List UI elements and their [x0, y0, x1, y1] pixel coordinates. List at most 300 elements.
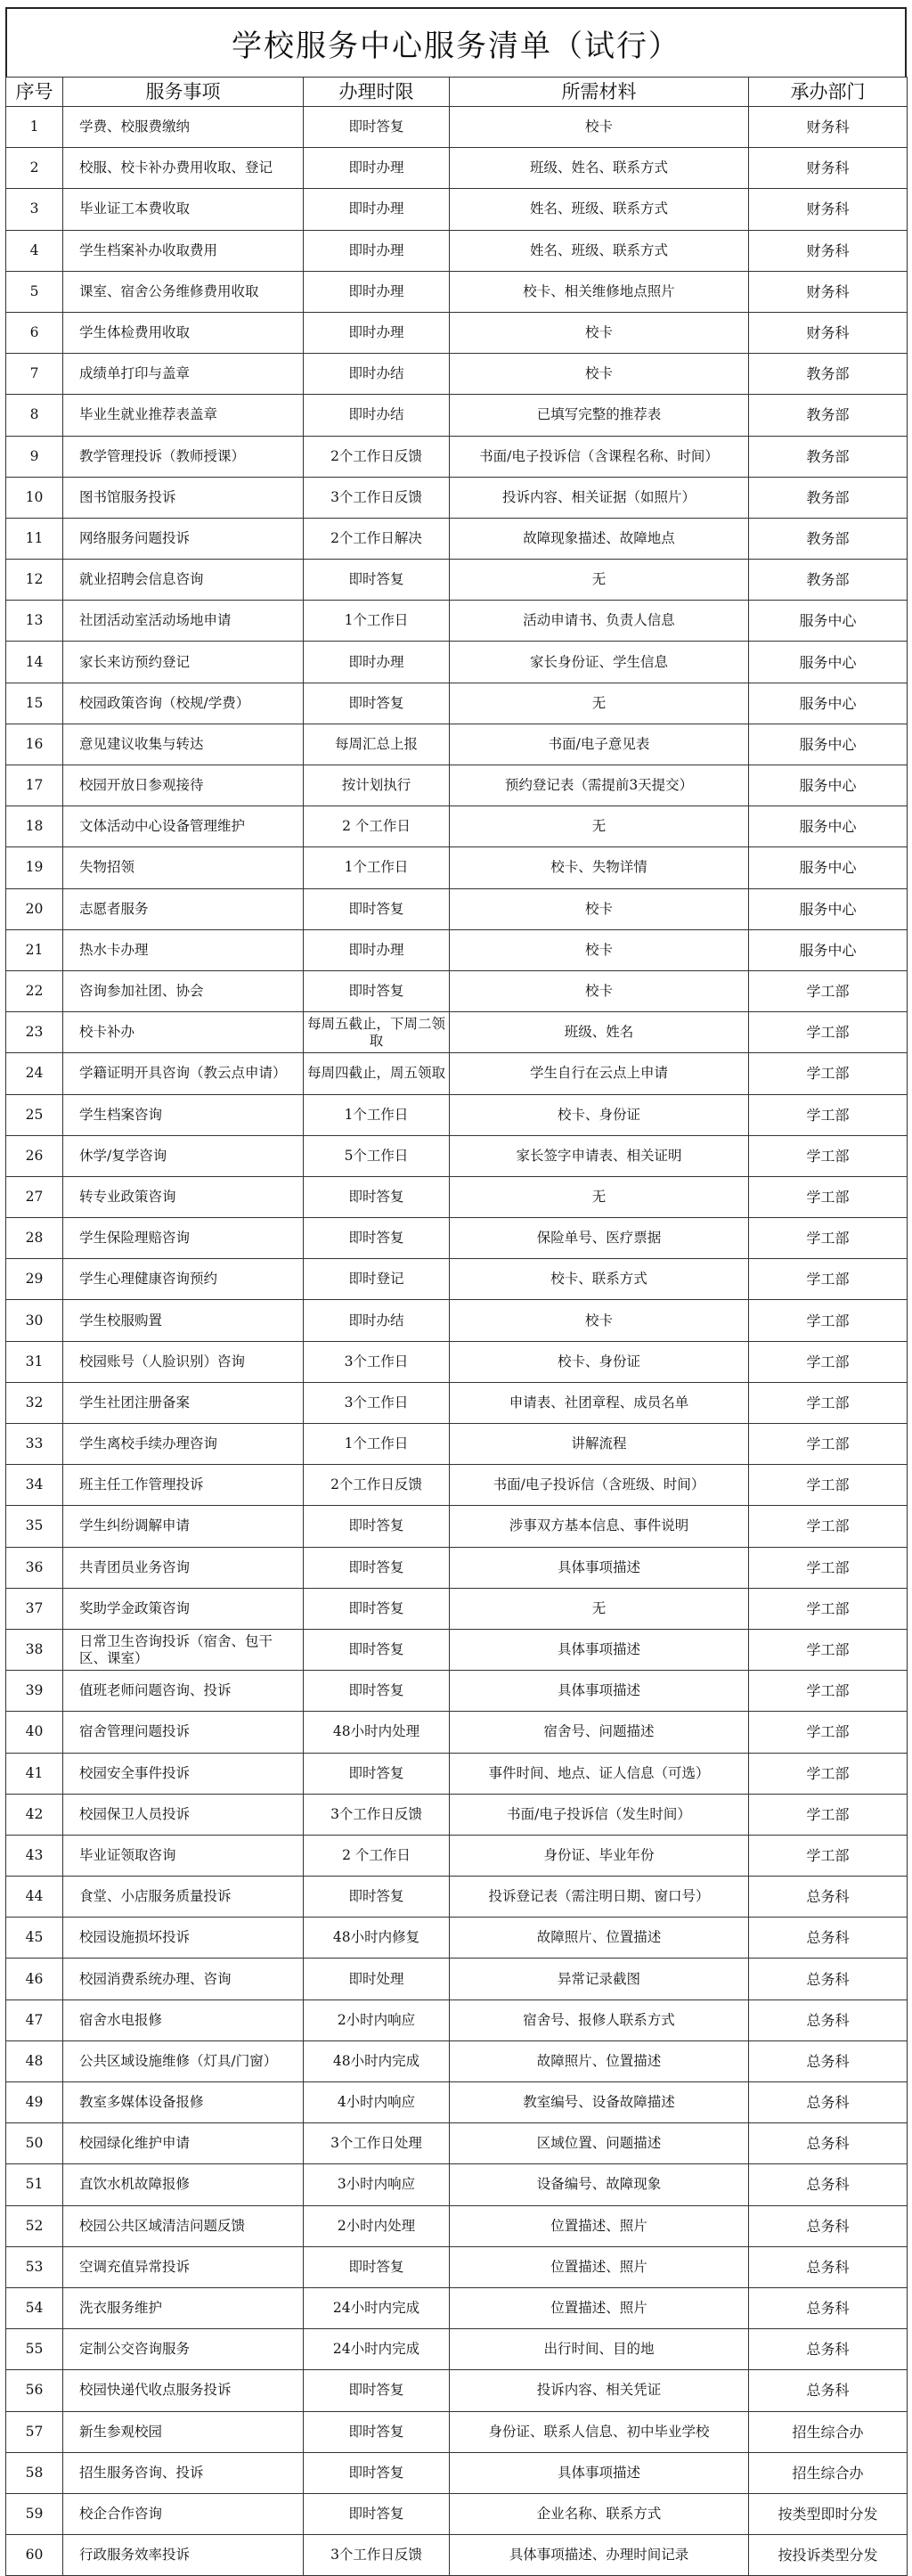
- service-item: 家长来访预约登记: [63, 642, 304, 683]
- department: 招生综合办: [749, 2452, 908, 2493]
- row-index: 55: [6, 2329, 63, 2370]
- required-materials: 区域位置、问题描述: [450, 2123, 749, 2164]
- service-item: 学生档案补办收取费用: [63, 230, 304, 271]
- table-row: [6, 2123, 908, 2164]
- row-index: 7: [6, 354, 63, 395]
- department: 学工部: [749, 1753, 908, 1794]
- service-item: 行政服务效率投诉: [63, 2535, 304, 2576]
- table-row: [6, 1671, 908, 1712]
- service-item: 学籍证明开具咨询（教云点申请）: [63, 1053, 304, 1094]
- required-materials: 校卡、失物详情: [450, 847, 749, 888]
- time-limit: 3个工作日反馈: [304, 2535, 450, 2576]
- time-limit: 即时答复: [304, 2370, 450, 2411]
- row-index: 24: [6, 1053, 63, 1094]
- required-materials: 位置描述、照片: [450, 2205, 749, 2246]
- row-index: 8: [6, 395, 63, 436]
- row-index: 54: [6, 2287, 63, 2328]
- row-index: 57: [6, 2411, 63, 2452]
- department: 招生综合办: [749, 2411, 908, 2452]
- row-index: 35: [6, 1506, 63, 1547]
- time-limit: 即时办理: [304, 271, 450, 312]
- required-materials: 身份证、毕业年份: [450, 1835, 749, 1876]
- required-materials: 班级、姓名: [450, 1012, 749, 1053]
- time-limit: 即时办结: [304, 1300, 450, 1341]
- required-materials: 涉事双方基本信息、事件说明: [450, 1506, 749, 1547]
- service-item: 校园保卫人员投诉: [63, 1794, 304, 1835]
- department: 总务科: [749, 2040, 908, 2081]
- department: 总务科: [749, 2246, 908, 2287]
- service-item: 宿舍管理问题投诉: [63, 1712, 304, 1753]
- time-limit: 即时答复: [304, 2452, 450, 2493]
- department: 总务科: [749, 2287, 908, 2328]
- department: 按类型即时分发: [749, 2493, 908, 2534]
- row-index: 37: [6, 1588, 63, 1629]
- service-item: 毕业生就业推荐表盖章: [63, 395, 304, 436]
- time-limit: 48小时内处理: [304, 1712, 450, 1753]
- time-limit: 每周汇总上报: [304, 724, 450, 765]
- time-limit: 1个工作日: [304, 601, 450, 642]
- time-limit: 即时答复: [304, 1671, 450, 1712]
- title-bar: [5, 7, 907, 77]
- row-index: 41: [6, 1753, 63, 1794]
- row-index: 21: [6, 929, 63, 970]
- required-materials: 位置描述、照片: [450, 2246, 749, 2287]
- department: 教务部: [749, 436, 908, 477]
- row-index: 33: [6, 1424, 63, 1465]
- table-row: [6, 2040, 908, 2081]
- required-materials: 申请表、社团章程、成员名单: [450, 1382, 749, 1423]
- required-materials: 班级、姓名、联系方式: [450, 148, 749, 189]
- time-limit: 3个工作日: [304, 1382, 450, 1423]
- required-materials: 宿舍号、问题描述: [450, 1712, 749, 1753]
- time-limit: 2个工作日解决: [304, 518, 450, 559]
- row-index: 25: [6, 1094, 63, 1135]
- department: 服务中心: [749, 683, 908, 724]
- service-item: 校企合作咨询: [63, 2493, 304, 2534]
- table-row: [6, 1712, 908, 1753]
- table-row: [6, 1341, 908, 1382]
- table-row: [6, 1012, 908, 1053]
- table-row: [6, 107, 908, 148]
- row-index: 1: [6, 107, 63, 148]
- department: 学工部: [749, 1671, 908, 1712]
- table-row: [6, 1218, 908, 1259]
- table-row: [6, 2082, 908, 2123]
- time-limit: 即时答复: [304, 2411, 450, 2452]
- row-index: 30: [6, 1300, 63, 1341]
- required-materials: 故障照片、位置描述: [450, 1918, 749, 1959]
- table-row: [6, 477, 908, 518]
- required-materials: 具体事项描述: [450, 1671, 749, 1712]
- table-row: [6, 2164, 908, 2205]
- time-limit: 24小时内完成: [304, 2329, 450, 2370]
- service-item: 校服、校卡补办费用收取、登记: [63, 148, 304, 189]
- table-row: [6, 2246, 908, 2287]
- service-item: 奖助学金政策咨询: [63, 1588, 304, 1629]
- row-index: 36: [6, 1547, 63, 1588]
- row-index: 14: [6, 642, 63, 683]
- required-materials: 校卡: [450, 354, 749, 395]
- table-row: [6, 2493, 908, 2534]
- time-limit: 2 个工作日: [304, 1835, 450, 1876]
- table-row: [6, 1259, 908, 1300]
- service-item: 教学管理投诉（教师授课）: [63, 436, 304, 477]
- required-materials: 无: [450, 1176, 749, 1217]
- table-row: [6, 1053, 908, 1094]
- row-index: 51: [6, 2164, 63, 2205]
- service-item: 学生体检费用收取: [63, 312, 304, 353]
- time-limit: 即时答复: [304, 683, 450, 724]
- department: 总务科: [749, 1877, 908, 1918]
- service-item: 志愿者服务: [63, 888, 304, 929]
- row-index: 40: [6, 1712, 63, 1753]
- row-index: 9: [6, 436, 63, 477]
- department: 总务科: [749, 2164, 908, 2205]
- department: 教务部: [749, 518, 908, 559]
- required-materials: 无: [450, 1588, 749, 1629]
- time-limit: 2小时内响应: [304, 1999, 450, 2040]
- department: 按投诉类型分发: [749, 2535, 908, 2576]
- service-item: 共青团员业务咨询: [63, 1547, 304, 1588]
- row-index: 16: [6, 724, 63, 765]
- row-index: 5: [6, 271, 63, 312]
- header-department: 承办部门: [749, 78, 908, 107]
- service-item: 文体活动中心设备管理维护: [63, 806, 304, 847]
- time-limit: 即时答复: [304, 1753, 450, 1794]
- service-item: 公共区域设施维修（灯具/门窗）: [63, 2040, 304, 2081]
- required-materials: 具体事项描述: [450, 1547, 749, 1588]
- required-materials: 书面/电子投诉信（含班级、时间）: [450, 1465, 749, 1506]
- service-item: 学生心理健康咨询预约: [63, 1259, 304, 1300]
- required-materials: 书面/电子意见表: [450, 724, 749, 765]
- required-materials: 校卡、身份证: [450, 1341, 749, 1382]
- row-index: 31: [6, 1341, 63, 1382]
- time-limit: 即时答复: [304, 888, 450, 929]
- time-limit: 即时办理: [304, 189, 450, 230]
- required-materials: 设备编号、故障现象: [450, 2164, 749, 2205]
- required-materials: 投诉内容、相关证据（如照片）: [450, 477, 749, 518]
- department: 服务中心: [749, 642, 908, 683]
- table-row: [6, 1094, 908, 1135]
- time-limit: 48小时内完成: [304, 2040, 450, 2081]
- row-index: 39: [6, 1671, 63, 1712]
- required-materials: 活动申请书、负责人信息: [450, 601, 749, 642]
- service-item: 成绩单打印与盖章: [63, 354, 304, 395]
- time-limit: 即时办理: [304, 230, 450, 271]
- table-row: [6, 1135, 908, 1176]
- required-materials: 校卡: [450, 312, 749, 353]
- service-item: 定制公交咨询服务: [63, 2329, 304, 2370]
- row-index: 4: [6, 230, 63, 271]
- service-item: 网络服务问题投诉: [63, 518, 304, 559]
- required-materials: 故障现象描述、故障地点: [450, 518, 749, 559]
- row-index: 38: [6, 1629, 63, 1670]
- time-limit: 4小时内响应: [304, 2082, 450, 2123]
- service-item: 校园账号（人脸识别）咨询: [63, 1341, 304, 1382]
- department: 服务中心: [749, 888, 908, 929]
- required-materials: 出行时间、目的地: [450, 2329, 749, 2370]
- department: 学工部: [749, 1300, 908, 1341]
- time-limit: 即时办结: [304, 354, 450, 395]
- table-row: [6, 189, 908, 230]
- row-index: 19: [6, 847, 63, 888]
- department: 服务中心: [749, 929, 908, 970]
- service-item: 校园快递代收点服务投诉: [63, 2370, 304, 2411]
- table-row: [6, 1588, 908, 1629]
- table-row: [6, 1918, 908, 1959]
- header-time-limit: 办理时限: [304, 78, 450, 107]
- required-materials: 校卡: [450, 888, 749, 929]
- department: 学工部: [749, 1588, 908, 1629]
- row-index: 50: [6, 2123, 63, 2164]
- service-item: 值班老师问题咨询、投诉: [63, 1671, 304, 1712]
- department: 学工部: [749, 1176, 908, 1217]
- time-limit: 每周四截止，周五领取: [304, 1053, 450, 1094]
- time-limit: 即时办结: [304, 395, 450, 436]
- required-materials: 具体事项描述: [450, 1629, 749, 1670]
- department: 学工部: [749, 1465, 908, 1506]
- row-index: 6: [6, 312, 63, 353]
- row-index: 43: [6, 1835, 63, 1876]
- time-limit: 即时答复: [304, 1877, 450, 1918]
- row-index: 44: [6, 1877, 63, 1918]
- required-materials: 已填写完整的推荐表: [450, 395, 749, 436]
- time-limit: 1个工作日: [304, 847, 450, 888]
- table-row: [6, 642, 908, 683]
- time-limit: 即时登记: [304, 1259, 450, 1300]
- table-row: [6, 1176, 908, 1217]
- table-row: [6, 683, 908, 724]
- required-materials: 无: [450, 683, 749, 724]
- required-materials: 投诉登记表（需注明日期、窗口号）: [450, 1877, 749, 1918]
- department: 服务中心: [749, 724, 908, 765]
- department: 总务科: [749, 1959, 908, 1999]
- service-item: 教室多媒体设备报修: [63, 2082, 304, 2123]
- department: 服务中心: [749, 847, 908, 888]
- table-row: [6, 395, 908, 436]
- department: 财务科: [749, 312, 908, 353]
- time-limit: 48小时内修复: [304, 1918, 450, 1959]
- service-item: 校卡补办: [63, 1012, 304, 1053]
- table-row: [6, 1794, 908, 1835]
- required-materials: 身份证、联系人信息、初中毕业学校: [450, 2411, 749, 2452]
- department: 学工部: [749, 1094, 908, 1135]
- time-limit: 1个工作日: [304, 1094, 450, 1135]
- required-materials: 书面/电子投诉信（含课程名称、时间）: [450, 436, 749, 477]
- row-index: 28: [6, 1218, 63, 1259]
- required-materials: 无: [450, 806, 749, 847]
- header-service-item: 服务事项: [63, 78, 304, 107]
- required-materials: 宿舍号、报修人联系方式: [450, 1999, 749, 2040]
- row-index: 11: [6, 518, 63, 559]
- time-limit: 按计划执行: [304, 765, 450, 806]
- table-row: [6, 2329, 908, 2370]
- table-row: [6, 1999, 908, 2040]
- time-limit: 即时答复: [304, 1506, 450, 1547]
- table-row: [6, 2535, 908, 2576]
- service-table: [5, 77, 908, 2576]
- service-item: 课室、宿舍公务维修费用收取: [63, 271, 304, 312]
- time-limit: 3个工作日反馈: [304, 477, 450, 518]
- required-materials: 投诉内容、相关凭证: [450, 2370, 749, 2411]
- required-materials: 学生自行在云点上申请: [450, 1053, 749, 1094]
- department: 总务科: [749, 2205, 908, 2246]
- service-item: 休学/复学咨询: [63, 1135, 304, 1176]
- time-limit: 3个工作日处理: [304, 2123, 450, 2164]
- service-item: 毕业证工本费收取: [63, 189, 304, 230]
- table-row: [6, 929, 908, 970]
- department: 总务科: [749, 1999, 908, 2040]
- row-index: 53: [6, 2246, 63, 2287]
- row-index: 13: [6, 601, 63, 642]
- time-limit: 即时答复: [304, 107, 450, 148]
- row-index: 23: [6, 1012, 63, 1053]
- time-limit: 即时答复: [304, 1218, 450, 1259]
- required-materials: 保险单号、医疗票据: [450, 1218, 749, 1259]
- required-materials: 姓名、班级、联系方式: [450, 189, 749, 230]
- required-materials: 校卡: [450, 1300, 749, 1341]
- department: 学工部: [749, 1794, 908, 1835]
- table-row: [6, 312, 908, 353]
- required-materials: 企业名称、联系方式: [450, 2493, 749, 2534]
- row-index: 58: [6, 2452, 63, 2493]
- time-limit: 2个工作日反馈: [304, 1465, 450, 1506]
- required-materials: 校卡、身份证: [450, 1094, 749, 1135]
- department: 财务科: [749, 230, 908, 271]
- service-item: 空调充值异常投诉: [63, 2246, 304, 2287]
- time-limit: 即时答复: [304, 1629, 450, 1670]
- required-materials: 校卡: [450, 107, 749, 148]
- time-limit: 即时办理: [304, 148, 450, 189]
- time-limit: 即时答复: [304, 2493, 450, 2534]
- table-header: [6, 78, 908, 107]
- time-limit: 即时办理: [304, 312, 450, 353]
- department: 财务科: [749, 148, 908, 189]
- row-index: 15: [6, 683, 63, 724]
- service-item: 咨询参加社团、协会: [63, 970, 304, 1011]
- table-row: [6, 1424, 908, 1465]
- department: 学工部: [749, 1382, 908, 1423]
- service-item: 社团活动室活动场地申请: [63, 601, 304, 642]
- time-limit: 1个工作日: [304, 1424, 450, 1465]
- department: 学工部: [749, 1135, 908, 1176]
- row-index: 29: [6, 1259, 63, 1300]
- service-item: 班主任工作管理投诉: [63, 1465, 304, 1506]
- required-materials: 家长身份证、学生信息: [450, 642, 749, 683]
- department: 学工部: [749, 1629, 908, 1670]
- service-item: 宿舍水电报修: [63, 1999, 304, 2040]
- time-limit: 2个工作日反馈: [304, 436, 450, 477]
- department: 学工部: [749, 1012, 908, 1053]
- required-materials: 故障照片、位置描述: [450, 2040, 749, 2081]
- department: 学工部: [749, 1547, 908, 1588]
- table-row: [6, 1300, 908, 1341]
- required-materials: 姓名、班级、联系方式: [450, 230, 749, 271]
- service-item: 失物招领: [63, 847, 304, 888]
- table-row: [6, 1547, 908, 1588]
- time-limit: 3个工作日: [304, 1341, 450, 1382]
- row-index: 27: [6, 1176, 63, 1217]
- department: 教务部: [749, 395, 908, 436]
- required-materials: 校卡: [450, 929, 749, 970]
- row-index: 17: [6, 765, 63, 806]
- service-item: 洗衣服务维护: [63, 2287, 304, 2328]
- time-limit: 即时答复: [304, 1588, 450, 1629]
- table-row: [6, 2452, 908, 2493]
- time-limit: 3个工作日反馈: [304, 1794, 450, 1835]
- time-limit: 24小时内完成: [304, 2287, 450, 2328]
- time-limit: 3小时内响应: [304, 2164, 450, 2205]
- required-materials: 讲解流程: [450, 1424, 749, 1465]
- row-index: 42: [6, 1794, 63, 1835]
- service-item: 学生离校手续办理咨询: [63, 1424, 304, 1465]
- required-materials: 书面/电子投诉信（发生时间）: [450, 1794, 749, 1835]
- required-materials: 教室编号、设备故障描述: [450, 2082, 749, 2123]
- table-row: [6, 2370, 908, 2411]
- department: 教务部: [749, 477, 908, 518]
- department: 总务科: [749, 2370, 908, 2411]
- required-materials: 具体事项描述、办理时间记录: [450, 2535, 749, 2576]
- department: 服务中心: [749, 601, 908, 642]
- row-index: 34: [6, 1465, 63, 1506]
- required-materials: 预约登记表（需提前3天提交）: [450, 765, 749, 806]
- service-item: 招生服务咨询、投诉: [63, 2452, 304, 2493]
- department: 学工部: [749, 970, 908, 1011]
- service-item: 校园设施损坏投诉: [63, 1918, 304, 1959]
- table-row: [6, 724, 908, 765]
- row-index: 59: [6, 2493, 63, 2534]
- table-body: [6, 107, 908, 2576]
- row-index: 3: [6, 189, 63, 230]
- table-row: [6, 271, 908, 312]
- department: 总务科: [749, 1918, 908, 1959]
- service-item: 热水卡办理: [63, 929, 304, 970]
- table-row: [6, 806, 908, 847]
- service-item: 直饮水机故障报修: [63, 2164, 304, 2205]
- row-index: 22: [6, 970, 63, 1011]
- time-limit: 即时办理: [304, 929, 450, 970]
- department: 服务中心: [749, 765, 908, 806]
- service-item: 转专业政策咨询: [63, 1176, 304, 1217]
- service-item: 图书馆服务投诉: [63, 477, 304, 518]
- required-materials: 具体事项描述: [450, 2452, 749, 2493]
- service-item: 校园政策咨询（校规/学费）: [63, 683, 304, 724]
- row-index: 56: [6, 2370, 63, 2411]
- table-row: [6, 560, 908, 601]
- table-row: [6, 1753, 908, 1794]
- department: 总务科: [749, 2123, 908, 2164]
- department: 总务科: [749, 2082, 908, 2123]
- table-row: [6, 888, 908, 929]
- table-row: [6, 2205, 908, 2246]
- row-index: 12: [6, 560, 63, 601]
- time-limit: 即时答复: [304, 1176, 450, 1217]
- department: 服务中心: [749, 806, 908, 847]
- service-item: 毕业证领取咨询: [63, 1835, 304, 1876]
- service-item: 学生档案咨询: [63, 1094, 304, 1135]
- service-item: 新生参观校园: [63, 2411, 304, 2452]
- time-limit: 即时办理: [304, 642, 450, 683]
- required-materials: 家长签字申请表、相关证明: [450, 1135, 749, 1176]
- department: 学工部: [749, 1053, 908, 1094]
- time-limit: 即时答复: [304, 1547, 450, 1588]
- table-row: [6, 1506, 908, 1547]
- row-index: 46: [6, 1959, 63, 1999]
- department: 财务科: [749, 271, 908, 312]
- service-item: 学生保险理赔咨询: [63, 1218, 304, 1259]
- service-item: 就业招聘会信息咨询: [63, 560, 304, 601]
- department: 学工部: [749, 1712, 908, 1753]
